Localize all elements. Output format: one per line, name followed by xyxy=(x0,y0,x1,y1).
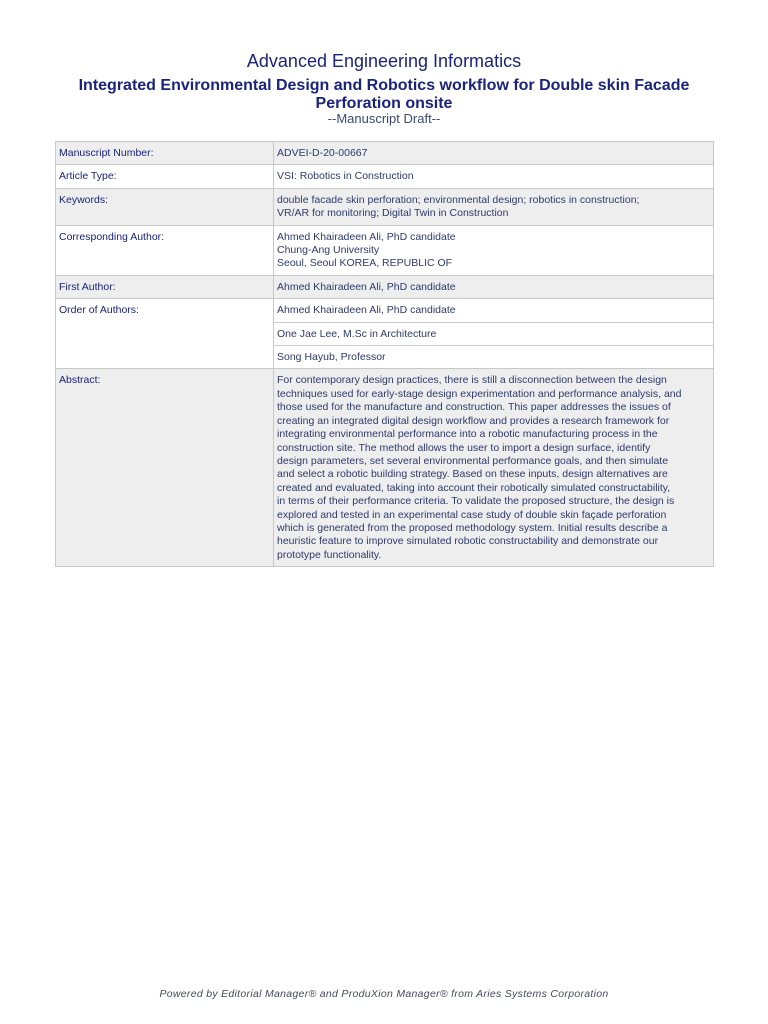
abstract-line: in terms of their performance criteria. To validate the proposed structure, the design is xyxy=(277,495,675,508)
journal-title: Advanced Engineering Informatics xyxy=(246,51,522,71)
manuscript-metadata-table xyxy=(55,141,714,567)
abstract-line: integrating environmental performance into a robotic manufacturing process in the xyxy=(277,428,658,441)
abstract-line: created and evaluated, taking into account their robotically simulated constructability, xyxy=(277,481,671,494)
abstract-line: those used for the manufacture and construction. This paper addresses the issues of xyxy=(277,401,671,414)
keywords-line: VR/AR for monitoring; Digital Twin in Construction xyxy=(277,207,509,220)
abstract-line: For contemporary design practices, there is still a disconnection between the design xyxy=(277,374,667,387)
corresponding-author-institution: Chung-Ang University xyxy=(277,244,380,257)
footer-credit: Powered by Editorial Manager® and ProduXion Manager® from Aries Systems Corporation xyxy=(159,988,609,1000)
manuscript-number-value: ADVEI-D-20-00667 xyxy=(274,142,714,165)
table-row-abstract xyxy=(56,369,714,567)
table-row-article-type xyxy=(56,165,714,188)
abstract-line: construction site. The method allows the user to import a design surface, identify xyxy=(277,441,651,454)
abstract-line: design parameters, set several environmental performance goals, and then simulate xyxy=(277,454,669,467)
article-type-value: VSI: Robotics in Construction xyxy=(274,165,714,188)
paper-title-line-1: Integrated Environmental Design and Robotics workflow for Double skin Facade xyxy=(78,77,690,94)
abstract-line: prototype functionality. xyxy=(277,548,382,561)
table-row-first-author xyxy=(56,275,714,298)
first-author-value: Ahmed Khairadeen Ali, PhD candidate xyxy=(274,275,714,298)
author-entry-3: Song Hayub, Professor xyxy=(274,346,714,369)
abstract-line: creating an integrated digital design workflow and provides a research framework for xyxy=(277,414,670,427)
abstract-line: techniques used for early-stage design experimentation and performance analysis, and xyxy=(277,387,682,400)
table-row-keywords xyxy=(56,188,714,225)
corresponding-author-value xyxy=(274,225,714,275)
table-row-order-of-authors xyxy=(56,299,714,322)
corresponding-author-label: Corresponding Author: xyxy=(56,225,274,275)
keywords-label: Keywords: xyxy=(56,188,274,225)
table-row-manuscript-number xyxy=(56,142,714,165)
manuscript-draft-label: --Manuscript Draft-- xyxy=(327,111,441,126)
keywords-value xyxy=(274,188,714,225)
table-row-corresponding-author xyxy=(56,225,714,275)
abstract-label: Abstract: xyxy=(56,369,274,567)
abstract-line: which is generated from the proposed methodology system. Initial results describe a xyxy=(277,521,668,534)
abstract-line: heuristic feature to improve simulated robotic constructability and demonstrate our xyxy=(277,535,659,548)
abstract-line: and select a robotic building strategy. Based on these inputs, design alternatives are xyxy=(277,468,668,481)
abstract-line: explored and tested in an experimental case study of double skin façade perforation xyxy=(277,508,667,521)
keywords-line: double facade skin perforation; environmental design; robotics in construction; xyxy=(277,193,640,206)
corresponding-author-location: Seoul, Seoul KOREA, REPUBLIC OF xyxy=(277,257,453,270)
author-entry-1: Ahmed Khairadeen Ali, PhD candidate xyxy=(274,299,714,322)
corresponding-author-name: Ahmed Khairadeen Ali, PhD candidate xyxy=(277,230,456,243)
paper-title xyxy=(40,77,728,113)
manuscript-number-label: Manuscript Number: xyxy=(56,142,274,165)
article-type-label: Article Type: xyxy=(56,165,274,188)
abstract-value xyxy=(274,369,714,567)
paper-title-line-2: Perforation onsite xyxy=(315,95,453,112)
first-author-label: First Author: xyxy=(56,275,274,298)
order-of-authors-label: Order of Authors: xyxy=(56,299,274,369)
author-entry-2: One Jae Lee, M.Sc in Architecture xyxy=(274,322,714,345)
